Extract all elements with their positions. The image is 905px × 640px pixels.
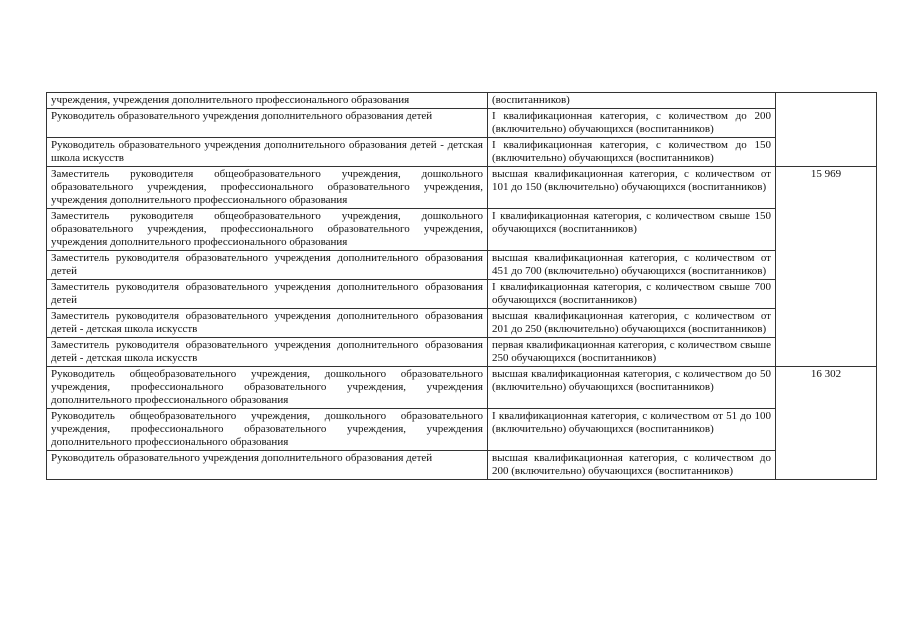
category-cell: высшая квалификационная категория, с количеством от 101 до 150 (включительно) обучающихся (воспитанников) bbox=[488, 167, 776, 209]
position-cell: Заместитель руководителя общеобразовательного учреждения, дошкольного образовательного учреждения, профессионального образовательного учреждения, учреждения дополнительного профессионального образования bbox=[47, 209, 488, 251]
category-cell: (воспитанников) bbox=[488, 93, 776, 109]
table-row bbox=[47, 309, 877, 338]
salary-cell: 16 302 bbox=[776, 367, 877, 480]
category-cell: высшая квалификационная категория, с количеством от 451 до 700 (включительно) обучающихся (воспитанников) bbox=[488, 251, 776, 280]
table-row bbox=[47, 338, 877, 367]
category-cell: I квалификационная категория, с количеством свыше 150 обучающихся (воспитанников) bbox=[488, 209, 776, 251]
table-row bbox=[47, 451, 877, 480]
table-row bbox=[47, 209, 877, 251]
salary-cell bbox=[776, 93, 877, 167]
table-row bbox=[47, 93, 877, 109]
position-cell: Руководитель образовательного учреждения дополнительного образования детей - детская школа искусств bbox=[47, 138, 488, 167]
category-cell: высшая квалификационная категория, с количеством до 200 (включительно) обучающихся (воспитанников) bbox=[488, 451, 776, 480]
position-cell: Руководитель общеобразовательного учреждения, дошкольного образовательного учреждения, профессионального образовательного учреждения, учреждения дополнительного профессионального образования bbox=[47, 367, 488, 409]
category-cell: высшая квалификационная категория, с количеством от 201 до 250 (включительно) обучающихся (воспитанников) bbox=[488, 309, 776, 338]
position-cell: Заместитель руководителя образовательного учреждения дополнительного образования детей bbox=[47, 280, 488, 309]
category-cell: I квалификационная категория, с количеством до 200 (включительно) обучающихся (воспитанников) bbox=[488, 109, 776, 138]
table-row bbox=[47, 367, 877, 409]
position-cell: Заместитель руководителя общеобразовательного учреждения, дошкольного образовательного учреждения, профессионального образовательного учреждения, учреждения дополнительного профессионального образования bbox=[47, 167, 488, 209]
table-row bbox=[47, 109, 877, 138]
position-cell: Заместитель руководителя образовательного учреждения дополнительного образования детей - детская школа искусств bbox=[47, 338, 488, 367]
position-cell: Руководитель общеобразовательного учреждения, дошкольного образовательного учреждения, профессионального образовательного учреждения, учреждения дополнительного профессионального образования bbox=[47, 409, 488, 451]
salary-table bbox=[46, 92, 877, 480]
position-cell: Заместитель руководителя образовательного учреждения дополнительного образования детей - детская школа искусств bbox=[47, 309, 488, 338]
category-cell: высшая квалификационная категория, с количеством до 50 (включительно) обучающихся (воспитанников) bbox=[488, 367, 776, 409]
salary-cell: 15 969 bbox=[776, 167, 877, 367]
position-cell: учреждения, учреждения дополнительного профессионального образования bbox=[47, 93, 488, 109]
category-cell: I квалификационная категория, с количеством до 150 (включительно) обучающихся (воспитанников) bbox=[488, 138, 776, 167]
category-cell: I квалификационная категория, с количеством свыше 700 обучающихся (воспитанников) bbox=[488, 280, 776, 309]
position-cell: Руководитель образовательного учреждения дополнительного образования детей bbox=[47, 109, 488, 138]
table-row bbox=[47, 167, 877, 209]
table-row bbox=[47, 138, 877, 167]
category-cell: I квалификационная категория, с количеством от 51 до 100 (включительно) обучающихся (воспитанников) bbox=[488, 409, 776, 451]
position-cell: Руководитель образовательного учреждения дополнительного образования детей bbox=[47, 451, 488, 480]
category-cell: первая квалификационная категория, с количеством свыше 250 обучающихся (воспитанников) bbox=[488, 338, 776, 367]
position-cell: Заместитель руководителя образовательного учреждения дополнительного образования детей bbox=[47, 251, 488, 280]
table-row bbox=[47, 409, 877, 451]
table-row bbox=[47, 280, 877, 309]
table-row bbox=[47, 251, 877, 280]
